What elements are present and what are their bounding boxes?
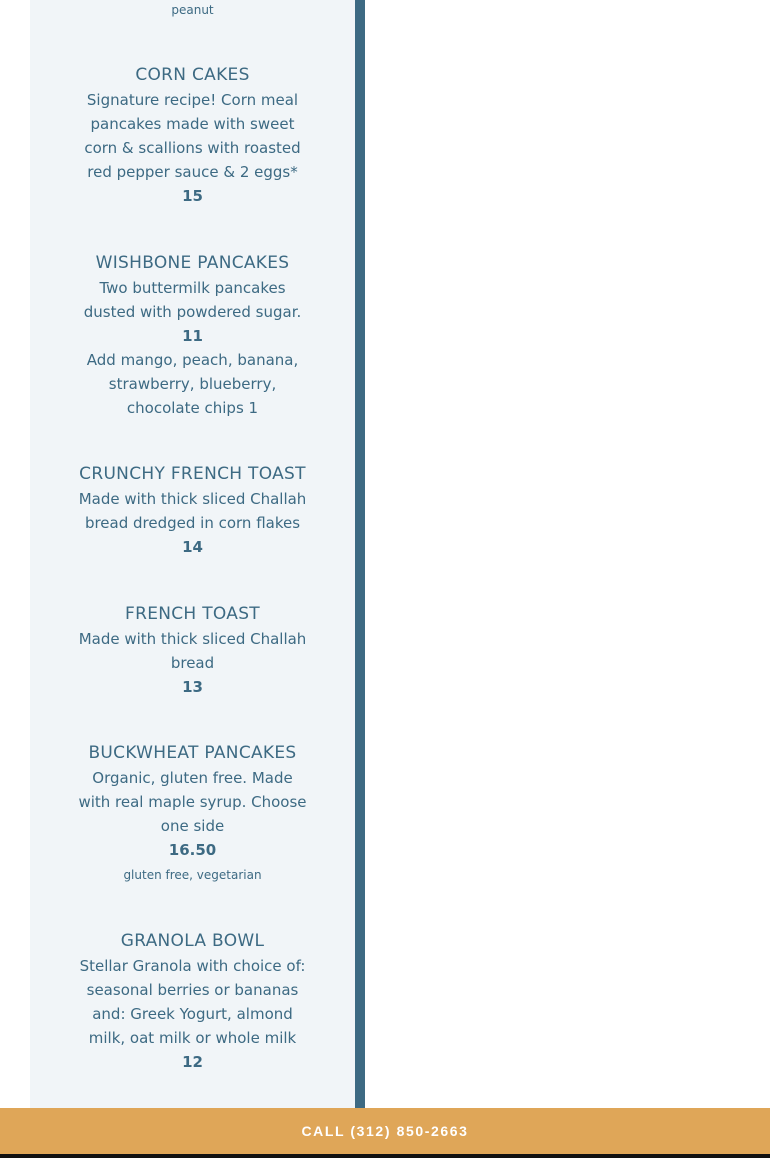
panel-border bbox=[355, 0, 365, 1108]
menu-item-name: WISHBONE PANCAKES bbox=[95, 253, 290, 273]
menu-item-name: GRANOLA BOWL bbox=[120, 931, 265, 951]
menu-item-description: Stellar Granola with choice of: seasonal berries or bananas and: Greek Yogurt, almond milk, oat milk or whole milk bbox=[79, 957, 306, 1047]
menu-item-description: Made with thick sliced Challah bread dredged in corn flakes bbox=[78, 490, 307, 532]
menu-item-description: Organic, gluten free. Made with real maple syrup. Choose one side bbox=[78, 769, 307, 835]
call-button-label: CALL (312) 850-2663 bbox=[301, 1123, 469, 1139]
menu-item-price: 14 bbox=[182, 538, 203, 556]
menu-item-name: BUCKWHEAT PANCAKES bbox=[88, 743, 297, 763]
menu-item-price: 16.50 bbox=[168, 841, 217, 859]
menu-item-addon: Add mango, peach, banana, strawberry, blueberry, chocolate chips 1 bbox=[86, 351, 299, 417]
menu-item-granola-bowl bbox=[30, 929, 355, 1074]
menu-item-description: Signature recipe! Corn meal pancakes made with sweet corn & scallions with roasted red pepper sauce & 2 eggs* bbox=[84, 91, 301, 181]
menu-item-corn-cakes bbox=[30, 63, 355, 208]
menu-item-price: 15 bbox=[182, 187, 203, 205]
menu-item-name: FRENCH TOAST bbox=[125, 604, 260, 624]
menu-item-wishbone-pancakes bbox=[30, 251, 355, 420]
dietary-tag: peanut bbox=[171, 3, 214, 17]
menu-item-name: CRUNCHY FRENCH TOAST bbox=[79, 464, 306, 484]
menu-item-description: Two buttermilk pancakes dusted with powdered sugar. bbox=[83, 279, 302, 321]
menu-item-description: Made with thick sliced Challah bread bbox=[78, 630, 307, 672]
menu-item-price: 11 bbox=[182, 327, 203, 345]
menu-panel bbox=[30, 0, 355, 1108]
dietary-tag: gluten free, vegetarian bbox=[123, 868, 262, 882]
menu-item-name: CORN CAKES bbox=[135, 65, 250, 85]
menu-item-crunchy-french-toast bbox=[30, 462, 355, 559]
menu-item-price: 13 bbox=[182, 678, 203, 696]
call-button[interactable] bbox=[0, 1108, 770, 1154]
menu-item-french-toast bbox=[30, 602, 355, 699]
bottom-divider bbox=[0, 1154, 770, 1158]
menu-item-buckwheat-pancakes bbox=[30, 741, 355, 887]
menu-item-price: 12 bbox=[182, 1053, 203, 1071]
